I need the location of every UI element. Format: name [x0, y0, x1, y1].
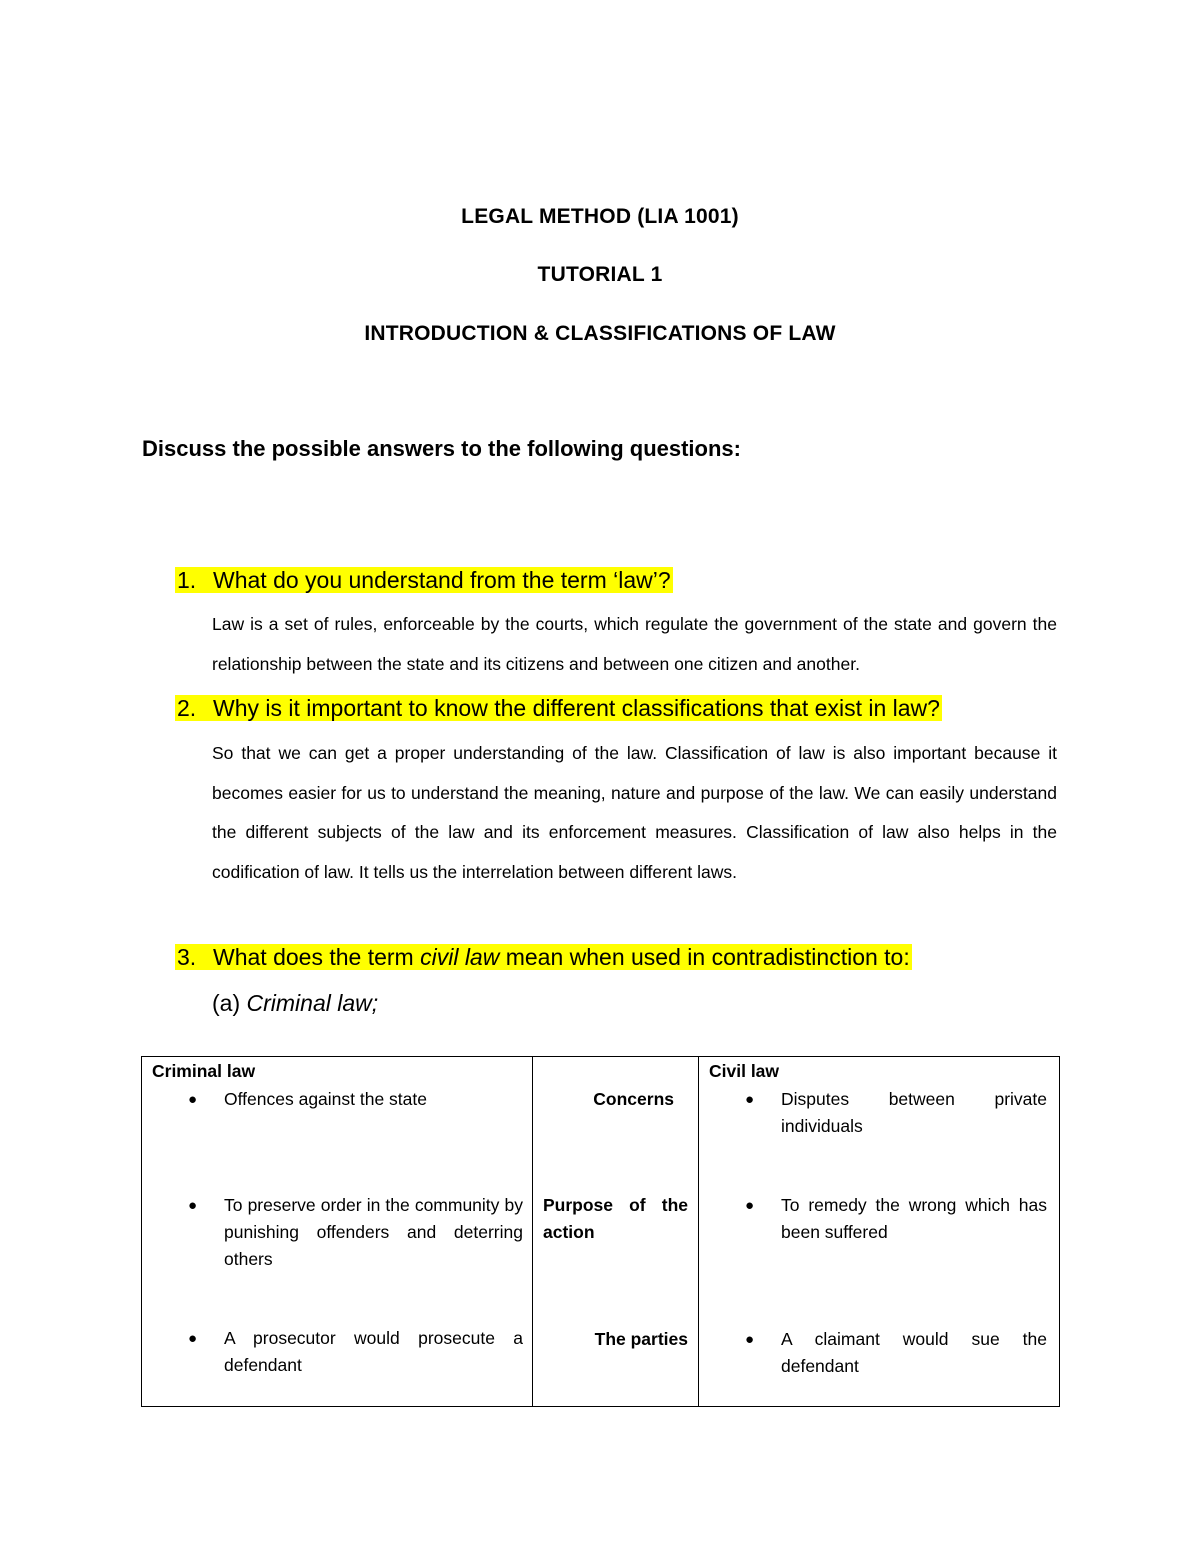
bullet-icon: ●	[188, 1091, 198, 1108]
criminal-purpose	[188, 1192, 523, 1273]
instruction-heading: Discuss the possible answers to the following questions:	[142, 436, 741, 461]
civil-purpose-text: To remedy the wrong which has been suffered	[781, 1195, 1047, 1242]
bullet-icon: ●	[188, 1197, 198, 1214]
course-title: LEGAL METHOD (LIA 1001)	[461, 205, 739, 228]
question-1	[175, 565, 673, 595]
question-1-text: What do you understand from the term ‘law’?	[213, 567, 671, 593]
civil-purpose	[745, 1192, 1047, 1246]
criminal-concerns-text: Offences against the state	[224, 1089, 428, 1109]
aspect-label-purpose: Purpose of the action	[543, 1195, 688, 1242]
criminal-concerns	[188, 1086, 524, 1113]
question-3-highlight	[175, 944, 912, 970]
tutorial-title: TUTORIAL 1	[537, 263, 663, 286]
question-3-number: 3.	[177, 944, 197, 970]
question-2	[175, 693, 942, 723]
criminal-parties	[188, 1325, 523, 1379]
question-2-highlight	[175, 695, 942, 721]
question-3a-text: Criminal law;	[246, 990, 379, 1016]
question-3	[175, 942, 912, 972]
question-3-text-after: mean when used in contradistinction to:	[499, 944, 910, 970]
criminal-law-column	[142, 1057, 533, 1407]
question-3a-label: (a)	[212, 990, 247, 1016]
civil-parties	[745, 1326, 1047, 1380]
comparison-table	[141, 1056, 1060, 1407]
bullet-icon: ●	[745, 1091, 755, 1108]
criminal-law-header: Criminal law	[152, 1061, 256, 1081]
civil-law-header: Civil law	[709, 1061, 780, 1081]
bullet-icon: ●	[745, 1197, 755, 1214]
civil-law-column	[699, 1057, 1060, 1407]
criminal-purpose-text: To preserve order in the community by punishing offenders and deterring others	[224, 1195, 523, 1269]
question-3a	[212, 990, 378, 1017]
answer-1: Law is a set of rules, enforceable by the courts, which regulate the government of the state and govern the relationship between the state and its citizens and between one citizen and another.	[212, 614, 1057, 674]
criminal-parties-text: A prosecutor would prosecute a defendant	[224, 1328, 523, 1375]
question-1-highlight	[175, 567, 673, 593]
bullet-icon: ●	[745, 1331, 755, 1348]
aspect-column	[533, 1057, 699, 1407]
question-3-text-before: What does the term	[213, 944, 421, 970]
question-2-number: 2.	[177, 695, 197, 721]
question-1-number: 1.	[177, 567, 197, 593]
question-2-text: Why is it important to know the different classifications that exist in law?	[213, 695, 940, 721]
aspect-label-parties: The parties	[594, 1329, 688, 1349]
civil-concerns	[745, 1086, 1047, 1140]
civil-concerns-text: Disputes between private individuals	[781, 1089, 1047, 1136]
civil-parties-text: A claimant would sue the defendant	[781, 1329, 1047, 1376]
topic-title: INTRODUCTION & CLASSIFICATIONS OF LAW	[364, 322, 836, 345]
aspect-label-concerns: Concerns	[593, 1089, 674, 1109]
table-row	[142, 1057, 1060, 1407]
answer-2: So that we can get a proper understanding of the law. Classification of law is also important because it becomes easier for us to understand the meaning, nature and purpose of the law. We can easily understand the different subjects of the law and its enforcement measures. Classification of law also helps in the codification of law. It tells us the interrelation between different laws.	[212, 743, 1057, 882]
bullet-icon: ●	[188, 1330, 198, 1347]
question-3-text-italic: civil law	[420, 944, 500, 970]
